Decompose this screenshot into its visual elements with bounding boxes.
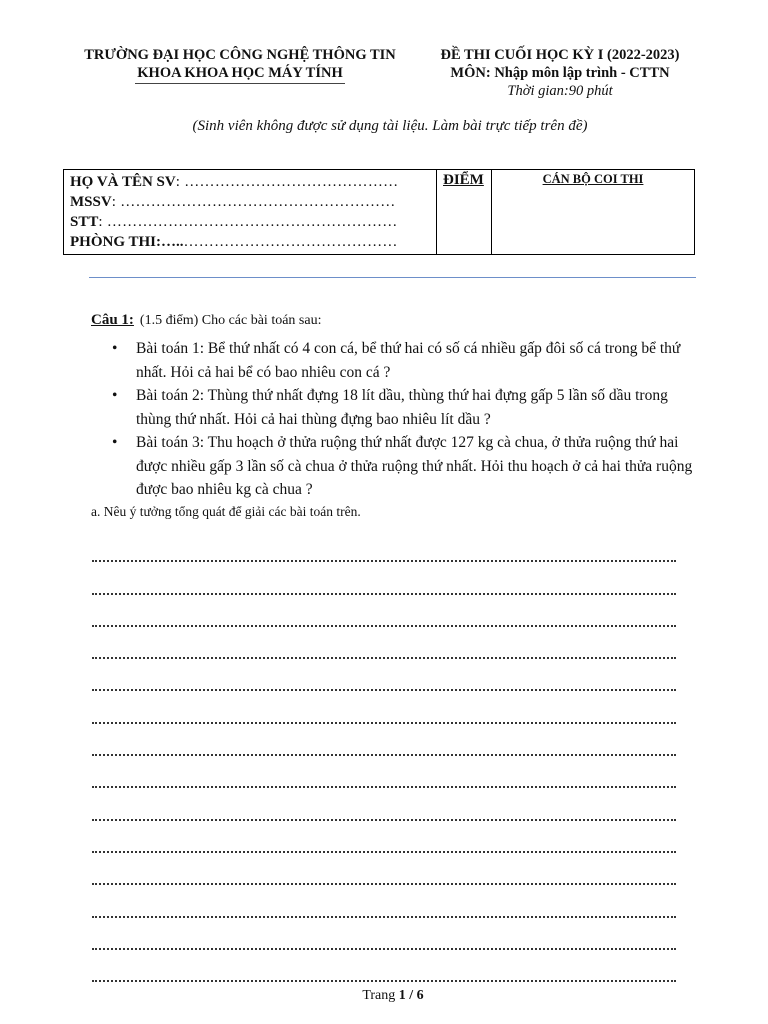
exam-instructions: (Sinh viên không được sử dụng tài liệu. Làm bài trực tiếp trên đề) <box>192 118 588 134</box>
student-info-table <box>63 169 695 255</box>
answer-line[interactable] <box>92 724 676 756</box>
answer-line[interactable] <box>92 530 676 562</box>
proctor-cell[interactable] <box>492 170 695 255</box>
exam-header <box>420 46 700 100</box>
problem-text: Bài toán 2: Thùng thứ nhất đựng 18 lít dầu, thùng thứ hai đựng gấp 5 lần số dầu trong thùng thứ nhất. Hỏi cả hai thùng đựng bao nhiêu lít dầu ? <box>136 387 668 428</box>
question-1-label: Câu 1: <box>91 312 134 328</box>
university-name: TRƯỜNG ĐẠI HỌC CÔNG NGHỆ THÔNG TIN <box>84 47 396 63</box>
room-field[interactable] <box>70 232 430 252</box>
mssv-dots: : ……………………………………………… <box>111 194 396 210</box>
name-field[interactable] <box>70 172 430 192</box>
answer-area[interactable] <box>92 530 676 982</box>
answer-line[interactable] <box>92 562 676 594</box>
answer-line[interactable] <box>92 659 676 691</box>
page-footer <box>0 988 768 1004</box>
answer-line[interactable] <box>92 595 676 627</box>
name-label: HỌ VÀ TÊN SV <box>70 174 176 190</box>
room-dots: …………………………………… <box>183 234 398 250</box>
exam-title: ĐỀ THI CUỐI HỌC KỲ I (2022-2023) <box>440 47 680 63</box>
problem-text: Bài toán 1: Bể thứ nhất có 4 con cá, bể thứ hai có số cá nhiều gấp đôi số cá trong bể thứ nhất. Hỏi cả hai bể có bao nhiêu con cá ? <box>136 340 681 381</box>
stt-dots: : ………………………………………………… <box>98 214 398 230</box>
exam-subject <box>420 64 700 82</box>
faculty-name: KHOA KHOA HỌC MÁY TÍNH <box>135 64 344 84</box>
bullet-icon: • <box>112 387 118 404</box>
list-item <box>112 431 700 502</box>
mssv-label: MSSV <box>70 194 112 210</box>
list-item <box>112 384 700 431</box>
score-label: ĐIỂM <box>443 172 484 188</box>
stt-label: STT <box>70 214 99 230</box>
answer-line[interactable] <box>92 756 676 788</box>
subject-label: MÔN: <box>450 65 491 81</box>
answer-line[interactable] <box>92 821 676 853</box>
page-prefix: Trang <box>362 988 396 1003</box>
school-header <box>70 46 410 84</box>
bullet-icon: • <box>112 340 118 357</box>
exam-duration: Thời gian:90 phút <box>507 83 613 99</box>
answer-line[interactable] <box>92 627 676 659</box>
student-details-cell <box>64 170 437 255</box>
answer-line[interactable] <box>92 691 676 723</box>
page-number: 1 / 6 <box>398 988 424 1003</box>
question-1-heading <box>91 312 321 329</box>
room-label: PHÒNG THI:….. <box>70 234 184 250</box>
bullet-icon: • <box>112 434 118 451</box>
list-item <box>112 337 700 384</box>
proctor-label: CÁN BỘ COI THI <box>542 172 644 186</box>
answer-line[interactable] <box>92 853 676 885</box>
answer-line[interactable] <box>92 885 676 917</box>
name-dots: : …………………………………… <box>175 174 399 190</box>
problem-list <box>112 337 700 502</box>
answer-line[interactable] <box>92 918 676 950</box>
answer-line[interactable] <box>92 950 676 982</box>
problem-text: Bài toán 3: Thu hoạch ở thửa ruộng thứ nhất được 127 kg cà chua, ở thửa ruộng thứ hai được nhiều gấp 3 lần số cà chua ở thửa ruộng thứ nhất. Hỏi thu hoạch ở cả hai thửa ruộng được bao nhiêu kg cà chua ? <box>136 434 693 498</box>
section-divider <box>89 277 696 278</box>
answer-line[interactable] <box>92 788 676 820</box>
subject-name: Nhập môn lập trình - CTTN <box>494 65 670 81</box>
question-1-intro: (1.5 điểm) Cho các bài toán sau: <box>139 313 322 328</box>
score-cell[interactable] <box>437 170 492 255</box>
mssv-field[interactable] <box>70 192 430 212</box>
part-a-prompt: a. Nêu ý tưởng tổng quát để giải các bài toán trên. <box>91 504 361 519</box>
stt-field[interactable] <box>70 212 430 232</box>
